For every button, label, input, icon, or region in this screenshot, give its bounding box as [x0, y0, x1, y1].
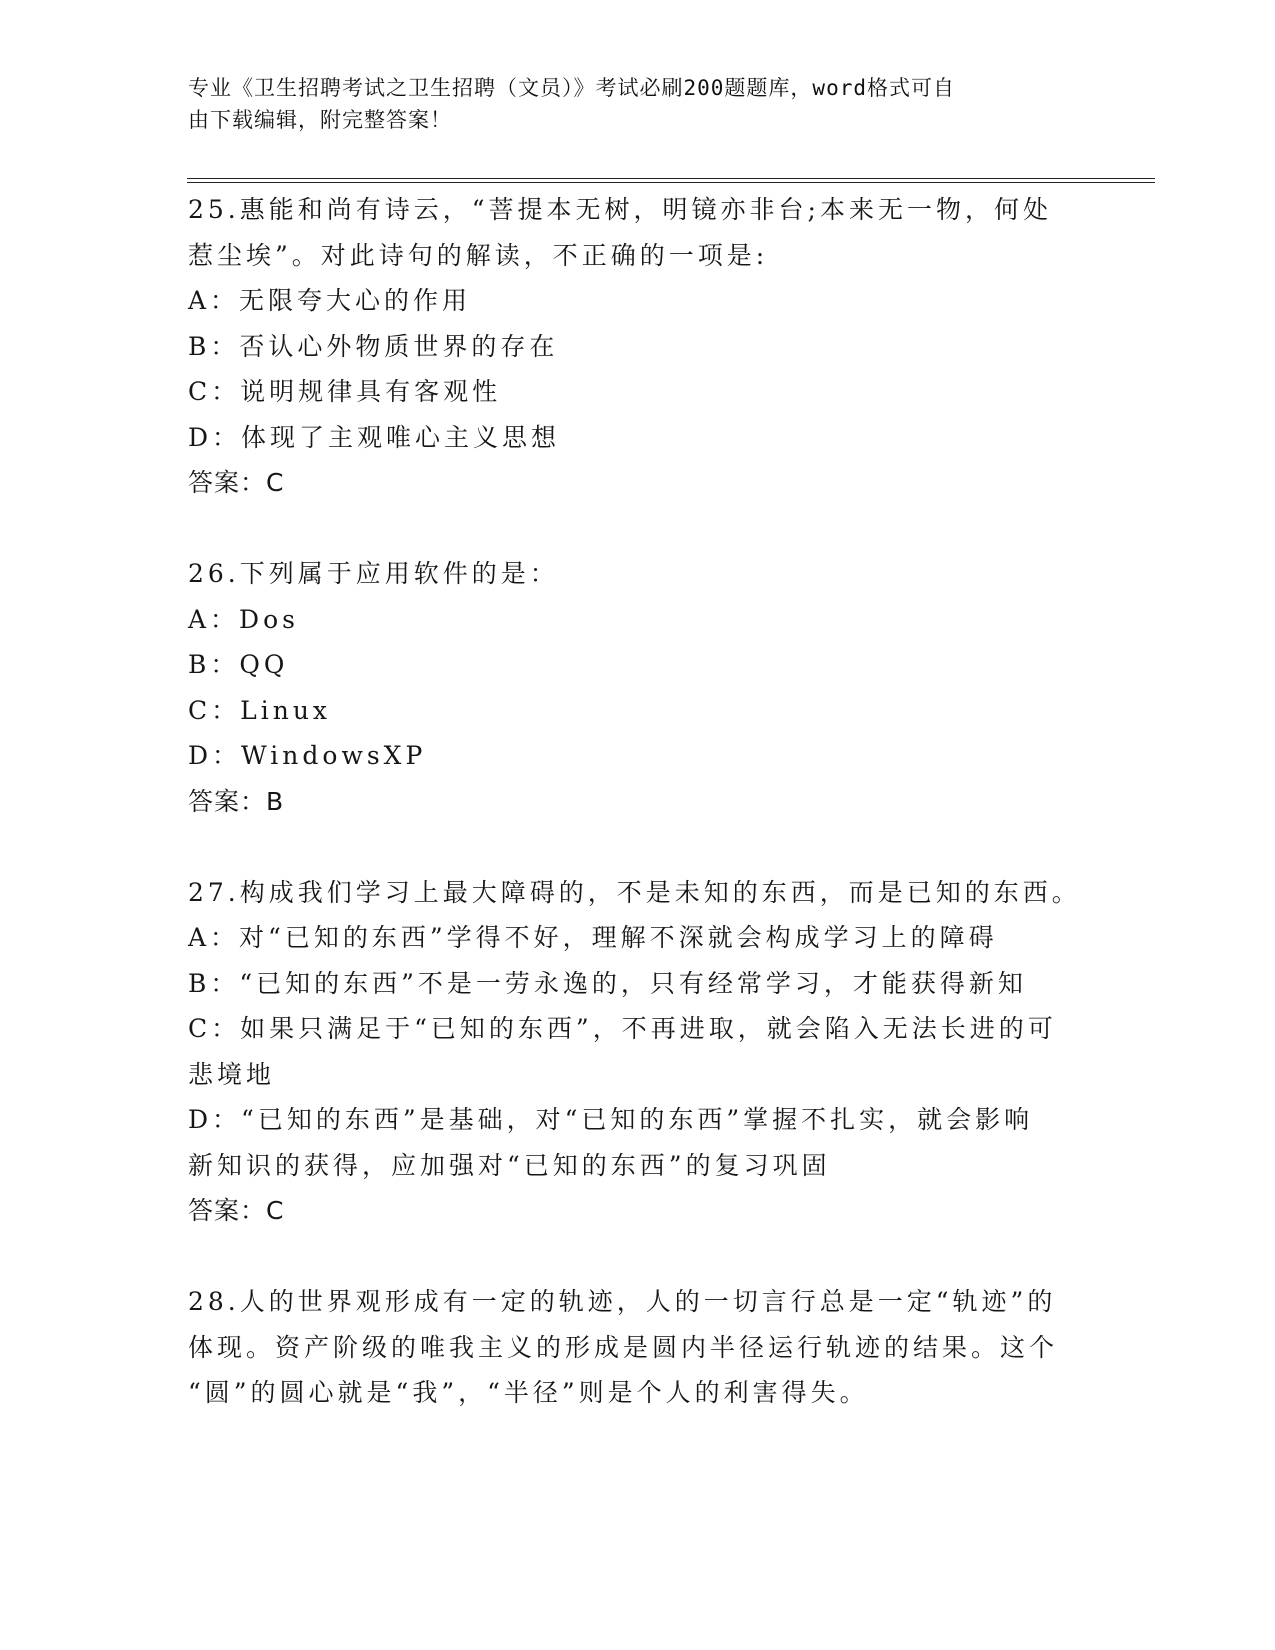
question-stem-line: 惹尘埃”。对此诗句的解读，不正确的一项是: [188, 240, 769, 270]
question-stem-line: 25.惠能和尚有诗云，“菩提本无树，明镜亦非台;本来无一物，何处 [188, 195, 1052, 224]
option-c: C：如果只满足于“已知的东西”，不再进取，就会陷入无法长进的可 [188, 1014, 1057, 1043]
header-divider-bottom [187, 182, 1155, 183]
question-26 [188, 551, 1088, 824]
question-25 [188, 187, 1088, 506]
option-d: D：WindowsXP [188, 741, 427, 770]
question-stem-line: 体现。资产阶级的唯我主义的形成是圆内半径运行轨迹的结果。这个 [188, 1332, 1059, 1362]
question-stem-line: 26.下列属于应用软件的是： [188, 559, 559, 588]
header-line-2: 由下载编辑，附完整答案！ [188, 108, 452, 132]
header-line-1: 专业《卫生招聘考试之卫生招聘（文员）》考试必刷200题题库，word格式可自 [188, 76, 955, 100]
option-b: B：否认心外物质世界的存在 [188, 331, 559, 361]
option-d: D：体现了主观唯心主义思想 [188, 422, 561, 452]
option-d: D：“已知的东西”是基础，对“已知的东西”掌握不扎实，就会影响 [188, 1105, 1034, 1134]
answer-line: 答案：C [188, 1196, 285, 1225]
question-stem-line: 27.构成我们学习上最大障碍的，不是未知的东西，而是已知的东西。 [188, 877, 1081, 907]
question-27 [188, 870, 1088, 1234]
question-spacer [188, 824, 1088, 870]
answer-line: 答案：B [188, 786, 285, 816]
question-list [188, 187, 1088, 1416]
question-stem-line: 28.人的世界观形成有一定的轨迹，人的一切言行总是一定“轨迹”的 [188, 1287, 1057, 1316]
question-spacer [188, 1234, 1088, 1280]
answer-line: 答案：C [188, 468, 285, 497]
option-c-continued: 悲境地 [188, 1059, 276, 1089]
option-b: B：QQ [188, 650, 289, 679]
question-28 [188, 1279, 1088, 1416]
option-d-continued: 新知识的获得，应加强对“已知的东西”的复习巩固 [188, 1150, 831, 1180]
question-stem-line: “圆”的圆心就是“我”，“半径”则是个人的利害得失。 [188, 1378, 869, 1407]
option-a: A：无限夸大心的作用 [188, 286, 472, 315]
option-c: C：说明规律具有客观性 [188, 377, 502, 406]
question-spacer [188, 506, 1088, 552]
option-b: B：“已知的东西”不是一劳永逸的，只有经常学习，才能获得新知 [188, 968, 1027, 998]
header-divider-top [187, 178, 1155, 179]
document-header [188, 72, 1068, 136]
option-c: C：Linux [188, 695, 332, 725]
option-a: A：对“已知的东西”学得不好，理解不深就会构成学习上的障碍 [188, 923, 998, 952]
option-a: A：Dos [188, 604, 299, 634]
